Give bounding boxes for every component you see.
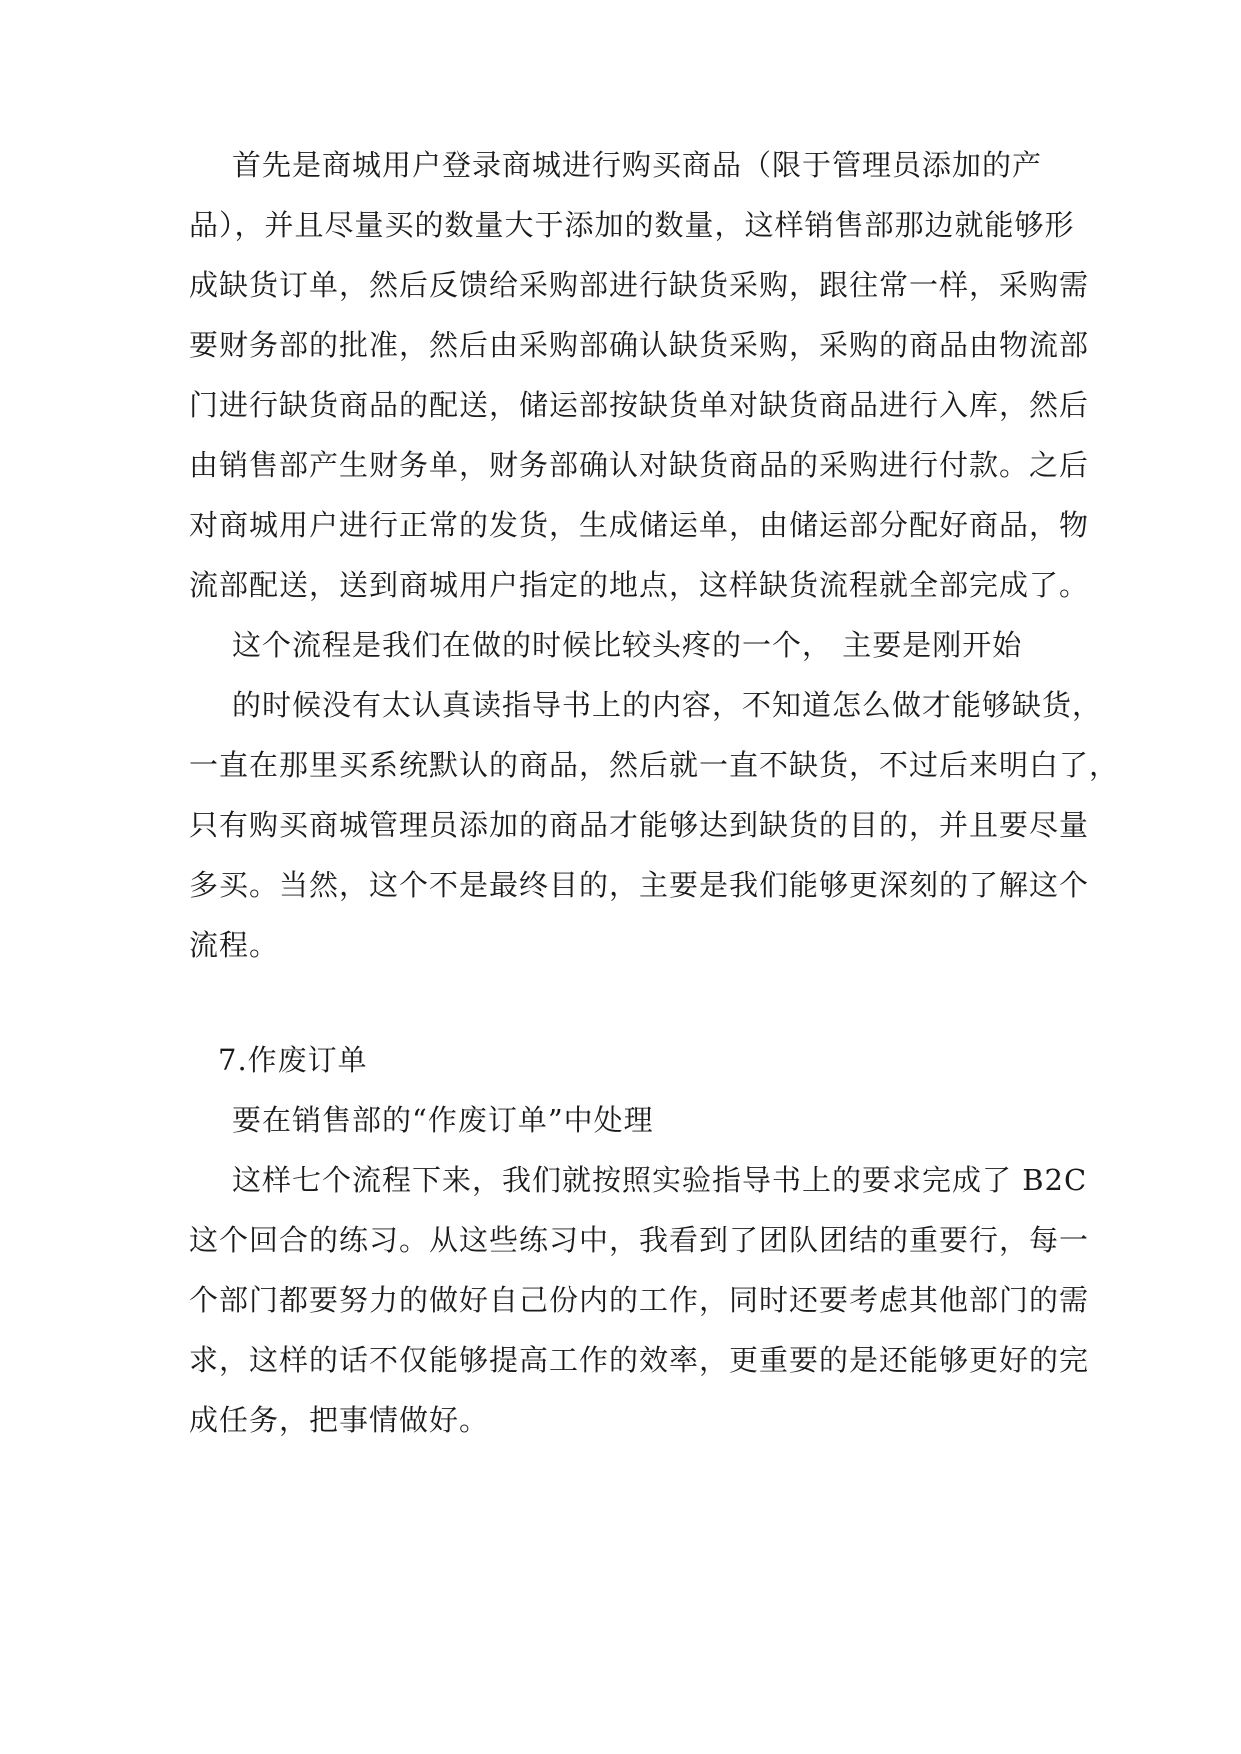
text-line: 流部配送，送到商城用户指定的地点，这样缺货流程就全部完成了。 <box>189 568 1090 602</box>
text-line: 一直在那里买系统默认的商品，然后就一直不缺货，不过后来明白了， <box>189 748 1120 782</box>
text-line: 首先是商城用户登录商城进行购买商品（限于管理员添加的产 <box>232 148 1043 182</box>
text-line: 成任务，把事情做好。 <box>189 1403 490 1437</box>
text-line: 只有购买商城管理员添加的商品才能够达到缺货的目的，并且要尽量 <box>189 808 1090 842</box>
text-line: 求，这样的话不仅能够提高工作的效率，更重要的是还能够更好的完 <box>189 1343 1090 1377</box>
text-line: 个部门都要努力的做好自己份内的工作，同时还要考虑其他部门的需 <box>189 1283 1090 1317</box>
text-line: 这个回合的练习。从这些练习中，我看到了团队团结的重要行，每一 <box>189 1223 1090 1257</box>
text-line: 成缺货订单，然后反馈给采购部进行缺货采购，跟往常一样，采购需 <box>189 268 1090 302</box>
text-line: 这个流程是我们在做的时候比较头疼的一个， 主要是刚开始 <box>232 628 1023 662</box>
text-line: 流程。 <box>189 928 280 962</box>
text-line: 要财务部的批准，然后由采购部确认缺货采购，采购的商品由物流部 <box>189 328 1090 362</box>
text-line: 由销售部产生财务单，财务部确认对缺货商品的采购进行付款。之后 <box>189 448 1090 482</box>
text-line: 品），并且尽量买的数量大于添加的数量，这样销售部那边就能够形 <box>189 208 1075 242</box>
section-heading: 7.作废订单 <box>218 1043 368 1077</box>
text-line: 这样七个流程下来，我们就按照实验指导书上的要求完成了 B2C <box>232 1163 1088 1197</box>
text-line: 的时候没有太认真读指导书上的内容，不知道怎么做才能够缺货， <box>232 688 1103 722</box>
text-line: 门进行缺货商品的配送，储运部按缺货单对缺货商品进行入库，然后 <box>189 388 1090 422</box>
text-line: 对商城用户进行正常的发货，生成储运单，由储运部分配好商品，物 <box>189 508 1090 542</box>
text-line: 多买。当然，这个不是最终目的，主要是我们能够更深刻的了解这个 <box>189 868 1090 902</box>
text-line: 要在销售部的“作废订单”中处理 <box>232 1103 654 1137</box>
